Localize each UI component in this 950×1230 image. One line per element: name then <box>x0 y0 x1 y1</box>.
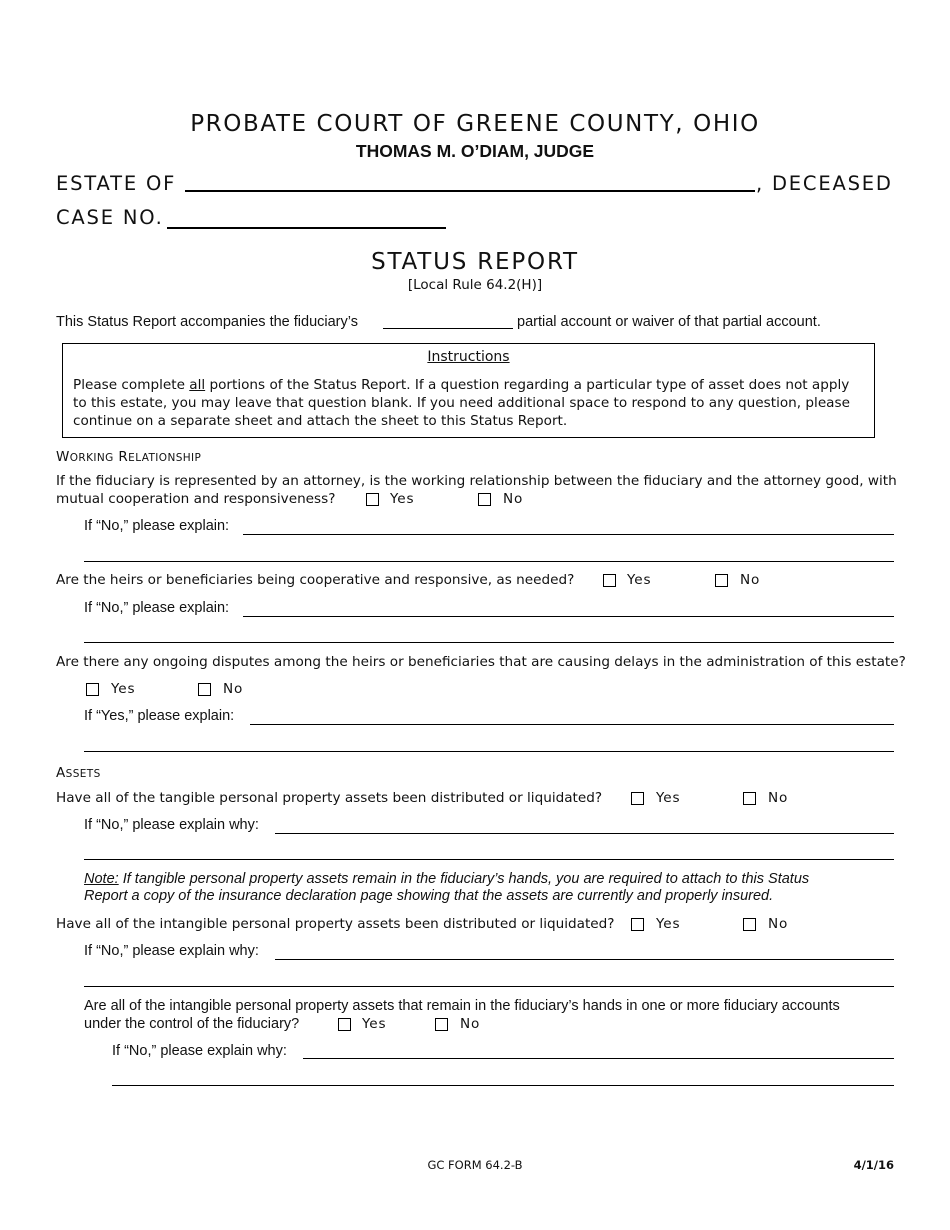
section-assets: ASSETS <box>56 765 101 781</box>
q4-no-checkbox[interactable] <box>743 792 756 805</box>
footer-form-number: GC FORM 64.2-B <box>427 1158 523 1172</box>
question-intangible-assets: Have all of the intangible personal property assets been distributed or liquidated? <box>56 916 615 932</box>
q1-explain-field[interactable] <box>243 534 894 535</box>
instructions-line-2: to this estate, you may leave that question blank. If you need additional space to respond to any question, please <box>73 395 850 411</box>
q3-yes-checkbox[interactable] <box>86 683 99 696</box>
q1-yes-label: Yes <box>390 491 415 507</box>
q5-no-label: No <box>768 916 789 932</box>
q6-explain-field[interactable] <box>303 1058 894 1059</box>
note-line-1: Note: If tangible personal property assets remain in the fiduciary’s hands, you are required to attach to this Status <box>84 871 810 887</box>
q4-explain-label: If “No,” please explain why: <box>84 817 259 833</box>
q5-explain-field-2[interactable] <box>84 986 894 987</box>
q3-no-label: No <box>223 681 244 697</box>
intro-text-before: This Status Report accompanies the fiduciary’s <box>56 314 358 330</box>
q4-explain-field-2[interactable] <box>84 859 894 860</box>
question-fiduciary-accounts-line-1: Are all of the intangible personal property assets that remain in the fiduciary’s hands in one or more fiduciary accounts <box>84 998 840 1014</box>
q3-explain-label: If “Yes,” please explain: <box>84 708 235 724</box>
question-attorney-relationship-line-2: mutual cooperation and responsiveness? <box>56 491 336 507</box>
q1-no-label: No <box>503 491 524 507</box>
q5-explain-label: If “No,” please explain why: <box>84 943 259 959</box>
judge-name: THOMAS M. O’DIAM, JUDGE <box>355 141 595 161</box>
q3-yes-label: Yes <box>111 681 136 697</box>
q6-no-label: No <box>460 1016 481 1032</box>
q3-explain-field[interactable] <box>250 724 894 725</box>
all-emphasis: all <box>189 377 206 393</box>
case-no-field[interactable] <box>167 227 446 229</box>
q2-explain-field-2[interactable] <box>84 642 894 643</box>
q1-explain-label: If “No,” please explain: <box>84 518 230 534</box>
note-label: Note: <box>84 871 119 887</box>
instructions-line-1: Please complete all portions of the Status Report. If a question regarding a particular type of asset does not apply <box>73 377 850 393</box>
q3-explain-field-2[interactable] <box>84 751 894 752</box>
q4-explain-field[interactable] <box>275 833 894 834</box>
question-heirs-cooperative: Are the heirs or beneficiaries being cooperative and responsive, as needed? <box>56 572 575 588</box>
case-no-label: CASE NO. <box>56 206 164 229</box>
q6-yes-checkbox[interactable] <box>338 1018 351 1031</box>
q3-no-checkbox[interactable] <box>198 683 211 696</box>
q1-yes-checkbox[interactable] <box>366 493 379 506</box>
q5-explain-field[interactable] <box>275 959 894 960</box>
question-ongoing-disputes: Are there any ongoing disputes among the heirs or beneficiaries that are causing delays in the administration of this estate? <box>56 654 906 670</box>
q6-yes-label: Yes <box>362 1016 387 1032</box>
q4-no-label: No <box>768 790 789 806</box>
local-rule: [Local Rule 64.2(H)] <box>407 277 543 293</box>
report-title: STATUS REPORT <box>371 249 579 275</box>
instructions-heading: Instructions <box>427 349 510 365</box>
q1-no-checkbox[interactable] <box>478 493 491 506</box>
q5-no-checkbox[interactable] <box>743 918 756 931</box>
q6-explain-label: If “No,” please explain why: <box>112 1043 287 1059</box>
question-attorney-relationship-line-1: If the fiduciary is represented by an attorney, is the working relationship between the fiduciary and the attorney good, with <box>56 473 897 489</box>
note-line-2: Report a copy of the insurance declaration page showing that the assets are currently and properly insured. <box>84 888 774 904</box>
q5-yes-label: Yes <box>656 916 681 932</box>
question-fiduciary-accounts-line-2: under the control of the fiduciary? <box>84 1016 300 1032</box>
q4-yes-label: Yes <box>656 790 681 806</box>
q2-explain-label: If “No,” please explain: <box>84 600 230 616</box>
q1-explain-field-2[interactable] <box>84 561 894 562</box>
q2-yes-checkbox[interactable] <box>603 574 616 587</box>
section-working-relationship: WORKING RELATIONSHIP <box>56 449 202 465</box>
q2-no-label: No <box>740 572 761 588</box>
q2-explain-field[interactable] <box>243 616 894 617</box>
footer-revision-date: 4/1/16 <box>853 1158 894 1172</box>
q6-explain-field-2[interactable] <box>112 1085 894 1086</box>
q5-yes-checkbox[interactable] <box>631 918 644 931</box>
partial-account-number-field[interactable] <box>383 328 513 329</box>
estate-of-label: ESTATE OF <box>56 172 177 195</box>
q2-no-checkbox[interactable] <box>715 574 728 587</box>
deceased-label: , DECEASED <box>756 172 893 195</box>
court-name: PROBATE COURT OF GREENE COUNTY, OHIO <box>190 111 760 137</box>
question-tangible-assets: Have all of the tangible personal property assets been distributed or liquidated? <box>56 790 603 806</box>
instructions-line-3: continue on a separate sheet and attach the sheet to this Status Report. <box>73 413 568 429</box>
q4-yes-checkbox[interactable] <box>631 792 644 805</box>
intro-text-after: partial account or waiver of that partial account. <box>517 314 821 330</box>
q6-no-checkbox[interactable] <box>435 1018 448 1031</box>
estate-name-field[interactable] <box>185 190 755 192</box>
q2-yes-label: Yes <box>627 572 652 588</box>
